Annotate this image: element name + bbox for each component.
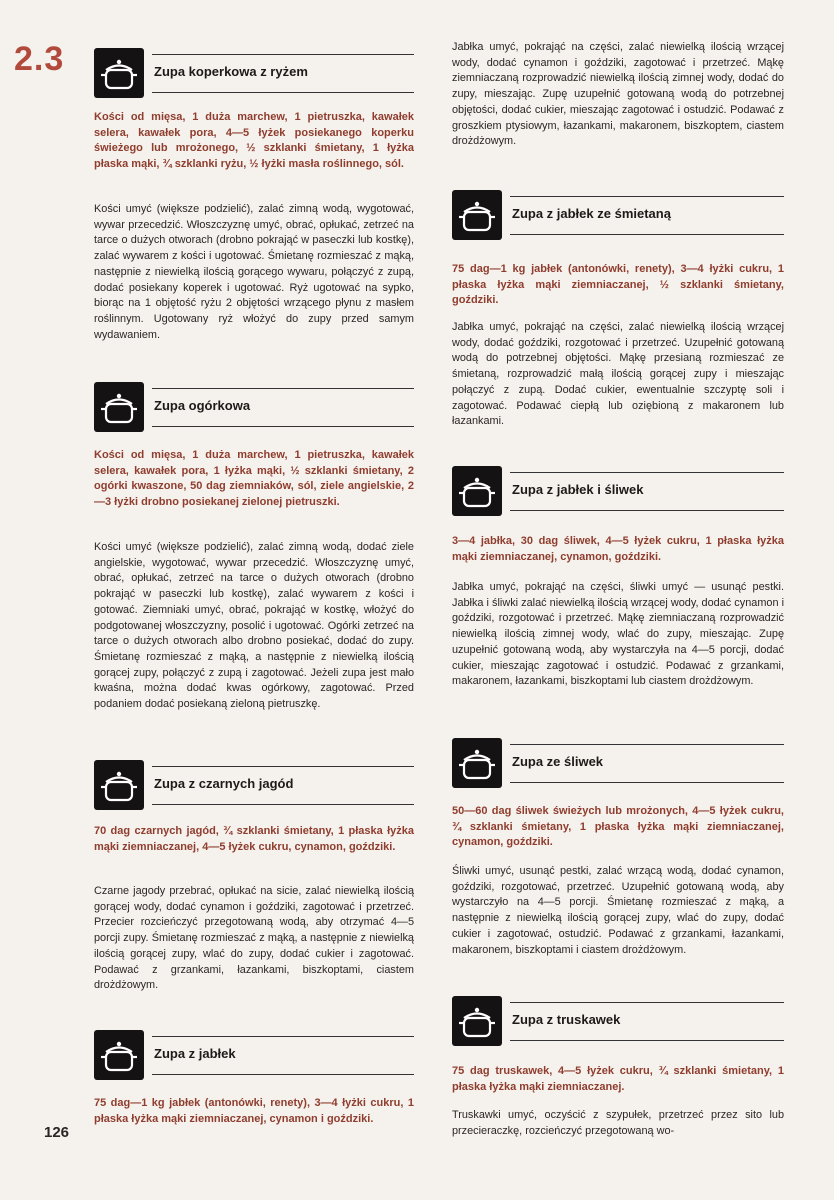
recipe-title: Zupa koperkowa z ryżem — [154, 64, 308, 79]
header-rule — [510, 472, 784, 473]
pot-icon — [94, 760, 144, 810]
recipe-title: Zupa z czarnych jagód — [154, 776, 294, 791]
recipe-instructions: Jabłka umyć, pokrająć na części, zalać niewielką ilością wrzącej wody, dodać goździki, rozgotować i przetrzeć. Uzupełnić gotowaną wodą do potrzebnej objętości. Mąkę przesianą rozmieszać ze śmietaną, rozprowadzić małą ilością gorącej zupy i mieszając połączyć z zupą. Dodać cukier, ewentualnie szczyptę soli i zagotować. Podawać ciepłą lub oziębioną z makaronem lub łazankami. — [452, 321, 784, 428]
header-rule — [152, 426, 414, 427]
header-rule — [510, 782, 784, 783]
pot-icon — [94, 382, 144, 432]
header-rule — [510, 1002, 784, 1003]
recipe-title: Zupa z jabłek — [154, 1046, 236, 1061]
recipe-instructions: Śliwki umyć, usunąć pestki, zalać wrzącą wodą, dodać cynamon, goździki, rozgotować, przetrzeć. Uzupełnić gotowaną wodą, aby wystarczyło na 4—5 porcji. Śmietanę rozmieszać z mąką, a następnie z niewielką ilością gorącej zupy, wlać do zupy, dodać cukier i zagotować, ostudzić. Podawać z grzankami, łazankami, makaronem, biszkoptami i ciastem drożdżowym. — [452, 865, 784, 956]
page-number: 126 — [44, 1124, 70, 1141]
header-rule — [152, 1074, 414, 1075]
recipe-title: Zupa ze śliwek — [512, 754, 604, 769]
recipe-ingredients: 70 dag czarnych jagód, ¾ szklanki śmietany, 1 płaska łyżka mąki ziemniaczanej, 4—5 łyżek cukru, cynamon, goździki. — [94, 825, 414, 853]
pot-icon — [94, 1030, 144, 1080]
recipe-instructions: Jabłka umyć, pokrająć na części, śliwki umyć — usunąć pestki. Jabłka i śliwki zalać niewielką ilością wrzącej wody, dodać cynamon i goździki, rozgotować i przetrzeć. Mąkę ziemniaczaną rozprowadzić niewielką ilością zimnej wody, wlać do zupy, mieszając. Zupę uzupełnić gotowaną wodą, aby wystarczyła na 4—5 porcji, dodać cukier, mieszając zagotować i ostudzić. Podawać z grzankami, makaronem, łazankami, biszkoptami lub ciastem drożdżowym. — [452, 581, 784, 688]
recipe-ingredients: 50—60 dag śliwek świeżych lub mrożonych, 4—5 łyżek cukru, ¾ szklanki śmietany, 1 płaska łyżka mąki ziemniaczanej, cynamon, goździki. — [452, 805, 784, 848]
recipe-instructions: Truskawki umyć, oczyścić z szypułek, przetrzeć przez sito lub przecieraczkę, rozcieńczyć przegotowaną wo- — [452, 1109, 784, 1137]
pot-icon — [452, 466, 502, 516]
pot-icon — [452, 996, 502, 1046]
recipe-header — [94, 760, 414, 810]
pot-icon — [452, 190, 502, 240]
recipe-ingredients: Kości od mięsa, 1 duża marchew, 1 pietruszka, kawałek selera, kawałek pora, 1 łyżka mąki, ½ szklanki śmietany, 2 ogórki kwaszone, 50 dag ziemniaków, sól, ziele angielskie, 2—3 łyżki drobno posiekanej zielonej pietruszki. — [94, 449, 414, 508]
recipe-instructions: Kości umyć (większe podzielić), zalać zimną wodą, wygotować, wywar przecedzić. Włoszczyznę umyć, obrać, opłukać, zetrzeć na tarce o dużych otworach (drobno pokrająć w paseczki lub kostkę), zalać wywarem z kości i ugotować. Śmietanę rozmieszać z mąką, następnie z niewielką ilością gorącego wywaru, połączyć z zupą, dodać posiekany koperek i ugotować. Ryż ugotować na sypko, biorąc na 1 objętość ryżu 2 objętości wrzącego płynu z masłem roślinnym. Ugotowany ryż włożyć do zupy przed samym wydawaniem. — [94, 203, 414, 341]
header-rule — [152, 1036, 414, 1037]
header-rule — [152, 92, 414, 93]
recipe-header — [452, 466, 784, 516]
header-rule — [152, 804, 414, 805]
recipe-ingredients: 3—4 jabłka, 30 dag śliwek, 4—5 łyżek cukru, 1 płaska łyżka mąki ziemniaczanej, cynamon, goździki. — [452, 535, 784, 563]
recipe-title: Zupa z truskawek — [512, 1012, 621, 1027]
header-rule — [510, 234, 784, 235]
pot-icon — [452, 738, 502, 788]
header-rule — [510, 196, 784, 197]
recipe-header — [452, 996, 784, 1046]
header-rule — [152, 766, 414, 767]
recipe-instructions: Kości umyć (większe podzielić), zalać zimną wodą, dodać ziele angielskie, wygotować, wywar przecedzić. Włoszczyznę umyć, obrać, opłukać, zetrzeć na tarce o dużych otworach (drobno pokrająć w paseczki lub kostkę), zalać wywarem z kości i gotować. Ziemniaki umyć, obrać, pokrająć w kostkę, włożyć do podgotowanej włoszczyzny, posolić i ugotować. Ogórki zetrzeć na tarce o dużych otworach albo drobno posiekać, dodać do zupy. Śmietanę rozmieszać z mąką, a następnie z niewielką ilością gorącej zupy, połączyć z zupą i zagotować. Jeżeli zupa jest mało kwaśna, można dodać kwas ogórkowy, zagotować. Przed podaniem dodać posiekaną zieloną pietruszkę. — [94, 541, 414, 711]
pot-icon — [94, 48, 144, 98]
header-rule — [510, 510, 784, 511]
recipe-header — [94, 382, 414, 432]
recipe-ingredients: 75 dag—1 kg jabłek (antonówki, renety), 3—4 łyżki cukru, 1 płaska łyżka mąki ziemniaczanej, cynamon i goździki. — [94, 1097, 414, 1125]
header-rule — [152, 54, 414, 55]
section-number: 2.3 — [14, 40, 65, 78]
recipe-instructions: Czarne jagody przebrać, opłukać na sicie, zalać niewielką ilością gorącej wody, dodać cynamon i goździki, zagotować i przetrzeć. Przecier rozcieńczyć przegotowaną wodą, aby otrzymać 4—5 porcji zupy. Śmietanę rozmieszać z mąką, a następnie z niewielką ilością gorącej zupy, wlać do zupy, dodać cukier i zagotować. Podawać z grzankami, łazankami, biszkoptami, ciastem drożdżowym. — [94, 885, 414, 992]
recipe-header — [94, 1030, 414, 1080]
header-rule — [510, 1040, 784, 1041]
header-rule — [510, 744, 784, 745]
recipe-title: Zupa ogórkowa — [154, 398, 251, 413]
recipe-ingredients: 75 dag truskawek, 4—5 łyżek cukru, ¾ szklanki śmietany, 1 płaska łyżka mąki ziemniaczanej. — [452, 1065, 784, 1093]
recipe-title: Zupa z jabłek i śliwek — [512, 482, 644, 497]
recipe-ingredients: Kości od mięsa, 1 duża marchew, 1 pietruszka, kawałek selera, kawałek pora, 4—5 łyżek posiekanego koperku świeżego lub mrożonego, ½ szklanki śmietany, 1 łyżka płaska mąki, ¾ szklanki ryżu, ½ łyżki masła roślinnego, sól. — [94, 111, 414, 170]
recipe-header — [452, 190, 784, 240]
recipe-title: Zupa z jabłek ze śmietaną — [512, 206, 671, 221]
recipe-ingredients: 75 dag—1 kg jabłek (antonówki, renety), 3—4 łyżki cukru, 1 płaska łyżka mąki ziemniaczanej, ½ szklanki śmietany, goździki. — [452, 263, 784, 306]
header-rule — [152, 388, 414, 389]
recipe-header — [452, 738, 784, 788]
recipe-instructions: Jabłka umyć, pokrająć na części, zalać niewielką ilością wrzącej wody, dodać cynamon i goździki, zagotować i przetrzeć. Mąkę ziemniaczaną rozprowadzić niewielką ilością zimnej wody, dodać do zupy, mieszając. Zupę uzupełnić gotowaną wodą do potrzebnej objętości, dodać cukier, mieszając zagotować i ostudzić. Podawać z groszkiem ptysiowym, łazankami, makaronem, biszkoptem, ciastem drożdżowym. — [452, 41, 784, 148]
recipe-header — [94, 48, 414, 98]
